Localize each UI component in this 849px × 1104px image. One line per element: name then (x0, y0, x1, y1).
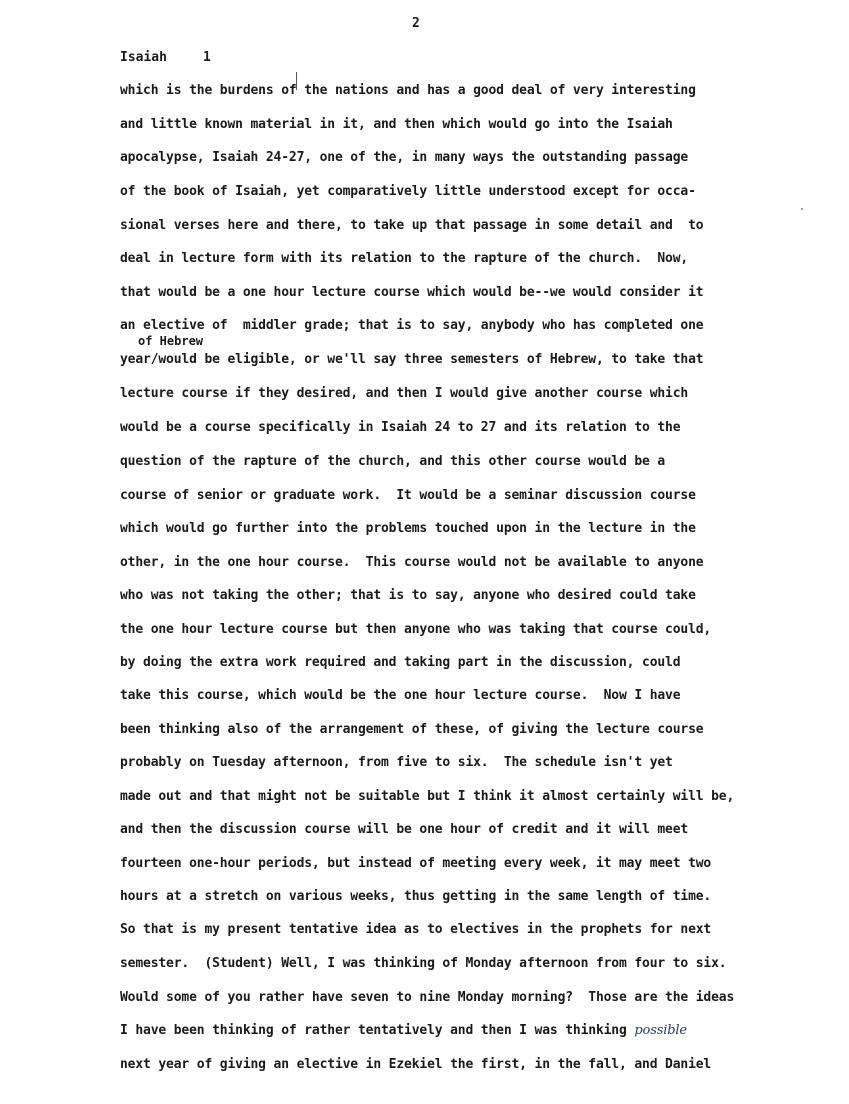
text-line: hours at a stretch on various weeks, thus getting in the same length of time. (120, 889, 712, 904)
text-line: take this course, which would be the one hour lecture course. Now I have (120, 688, 681, 703)
text-line: other, in the one hour course. This course would not be available to anyone (120, 555, 704, 570)
text-line: lecture course if they desired, and then I would give another course which (120, 386, 689, 401)
text-line (120, 1023, 687, 1038)
text-line: and little known material in it, and then which would go into the Isaiah (120, 117, 673, 132)
text-line: which would go further into the problems touched upon in the lecture in the (120, 521, 696, 536)
page-header (120, 50, 211, 65)
handwritten-annotation: possible (634, 1023, 687, 1038)
text-line: the one hour lecture course but then anyone who was taking that course could, (120, 622, 712, 637)
text-line: probably on Tuesday afternoon, from five to six. The schedule isn't yet (120, 755, 673, 770)
paper-speck (801, 208, 803, 210)
interlinear-insertion: of Hebrew (138, 334, 204, 348)
text-line: been thinking also of the arrangement of these, of giving the lecture course (120, 722, 704, 737)
text-line: made out and that might not be suitable but I think it almost certainly will be, (120, 789, 735, 804)
text-line: semester. (Student) Well, I was thinking of Monday afternoon from four to six. (120, 956, 727, 971)
page-number: 2 (412, 16, 420, 31)
header-number: 1 (202, 50, 211, 65)
text-line: sional verses here and there, to take up that passage in some detail and to (120, 218, 704, 233)
header-title: Isaiah (120, 50, 167, 65)
text-line: and then the discussion course will be one hour of credit and it will meet (120, 822, 689, 837)
text-line: that would be a one hour lecture course which would be--we would consider it (120, 285, 704, 300)
text-line: an elective of middler grade; that is to say, anybody who has completed one (120, 318, 704, 333)
text-line: next year of giving an elective in Ezekiel the first, in the fall, and Daniel (120, 1057, 712, 1072)
text-line: deal in lecture form with its relation to the rapture of the church. Now, (120, 251, 689, 266)
text-line: year/would be eligible, or we'll say three semesters of Hebrew, to take that (120, 352, 704, 367)
text-line: question of the rapture of the church, and this other course would be a (120, 454, 666, 469)
text-line: course of senior or graduate work. It would be a seminar discussion course (120, 488, 696, 503)
text-line-segment: I have been thinking of rather tentatively and then I was thinking (120, 1023, 635, 1038)
text-line: So that is my present tentative idea as to electives in the prophets for next (120, 922, 712, 937)
text-line: Would some of you rather have seven to nine Monday morning? Those are the ideas (120, 990, 735, 1005)
text-line: by doing the extra work required and taking part in the discussion, could (120, 655, 681, 670)
text-line: of the book of Isaiah, yet comparatively little understood except for occa- (120, 184, 696, 199)
text-line: apocalypse, Isaiah 24-27, one of the, in many ways the outstanding passage (120, 150, 689, 165)
text-line: who was not taking the other; that is to say, anyone who desired could take (120, 588, 696, 603)
text-line: would be a course specifically in Isaiah 24 to 27 and its relation to the (120, 420, 681, 435)
text-line: which is the burdens of the nations and has a good deal of very interesting (120, 83, 696, 98)
text-line: fourteen one-hour periods, but instead of meeting every week, it may meet two (120, 856, 712, 871)
